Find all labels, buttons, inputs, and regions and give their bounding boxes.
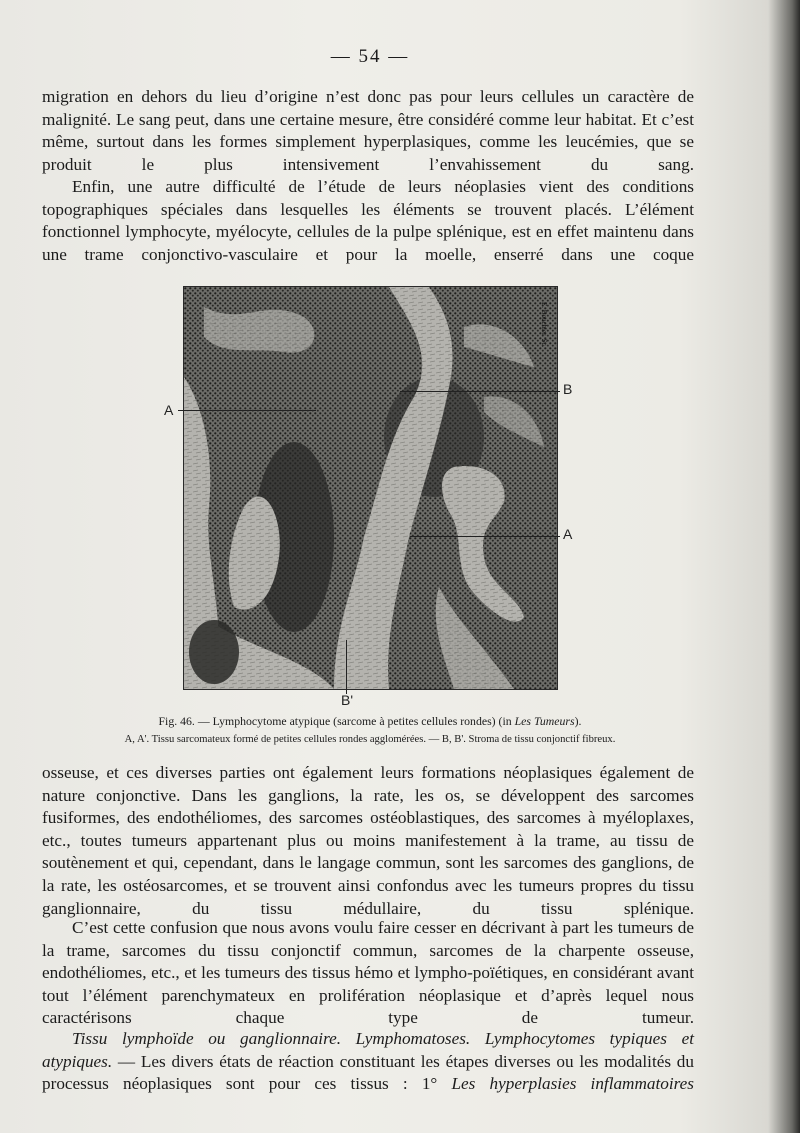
- figure-legend: A, A'. Tissu sarcomateux formé de petites cellules rondes agglomérées. — B, B'. Stroma de tissu conjonctif fibreux.: [124, 734, 616, 745]
- paragraph-5: Tissu lymphoïde ou ganglionnaire. Lymphomatoses. Lymphocytomes typiques et atypiques. — Les divers états de réaction constituant les étapes diverses ou les modalités du processus néoplasiques sont pour ces tissus : 1° Les hyperplasies inflammatoires: [42, 1029, 694, 1094]
- label-a-right: A: [563, 526, 573, 542]
- paragraph-3: osseuse, et ces diverses parties ont également leurs formations néoplasiques également de nature conjonctive. Dans les ganglions, la rate, les os, se développent des sarcomes fusiformes, des endothéliomes, des sarcomes ostéoblastiques, des sarcomes à myéloplaxes, etc., toutes tumeurs appartenant plus ou moins manifestement à la trame, au tissu de soutènement et qui, cependant, dans le langage commun, sont les sarcomes des ganglions, de la rate, les ostéosarcomes, et se trouvent ainsi confondus avec les tumeurs propres du tissu ganglionnaire, du tissu médullaire, du tissu splénique.: [42, 763, 694, 918]
- engraver-signature: E. Bouchier. Sc.: [540, 302, 548, 348]
- leader-b-bottom: [346, 640, 347, 694]
- page-number: — 54 —: [330, 46, 410, 67]
- paragraph-2: Enfin, une autre difficulté de l’étude de leurs néoplasies vient des conditions topographiques spéciales dans lesquelles les éléments se trouvent placés. L’élément fonctionnel lymphocyte, myélocyte, cellules de la pulpe splénique, est en effet maintenu dans une trame conjonctivo-vasculaire et pour la moelle, enserré dans une coque: [42, 177, 694, 264]
- histology-figure: [183, 286, 558, 690]
- paragraph-1: migration en dehors du lieu d’origine n’est donc pas pour leurs cellules un caractère de malignité. Le sang peut, dans une certaine mesure, être considéré comme leur habitat. Et c’est même, surtout dans les formes simplement hyperplasiques, comme les leucémies, que se produit le plus intensivement l’envahissement du sang.: [42, 87, 694, 174]
- tissue-illustration: [184, 287, 557, 689]
- label-b-right: B: [563, 381, 573, 397]
- leader-a-left: [178, 410, 316, 411]
- leader-a-right: [410, 536, 560, 537]
- figure-caption: Fig. 46. — Lymphocytome atypique (sarcome à petites cellules rondes) (in Les Tumeurs).: [158, 714, 582, 728]
- label-a-left: A: [164, 402, 174, 418]
- leader-b-right: [400, 391, 560, 392]
- label-b-bottom: B': [341, 692, 354, 708]
- paragraph-4: C’est cette confusion que nous avons voulu faire cesser en décrivant à part les tumeurs de la trame, sarcomes du tissu conjonctif commun, sarcomes de la charpente osseuse, endothéliomes, etc., et les tumeurs des tissus hémo et lympho-poïétiques, en considérant avant tout l’élément parenchymateux en prolifération néoplasique et d’après lequel nous caractérisons chaque type de tumeur.: [42, 918, 694, 1028]
